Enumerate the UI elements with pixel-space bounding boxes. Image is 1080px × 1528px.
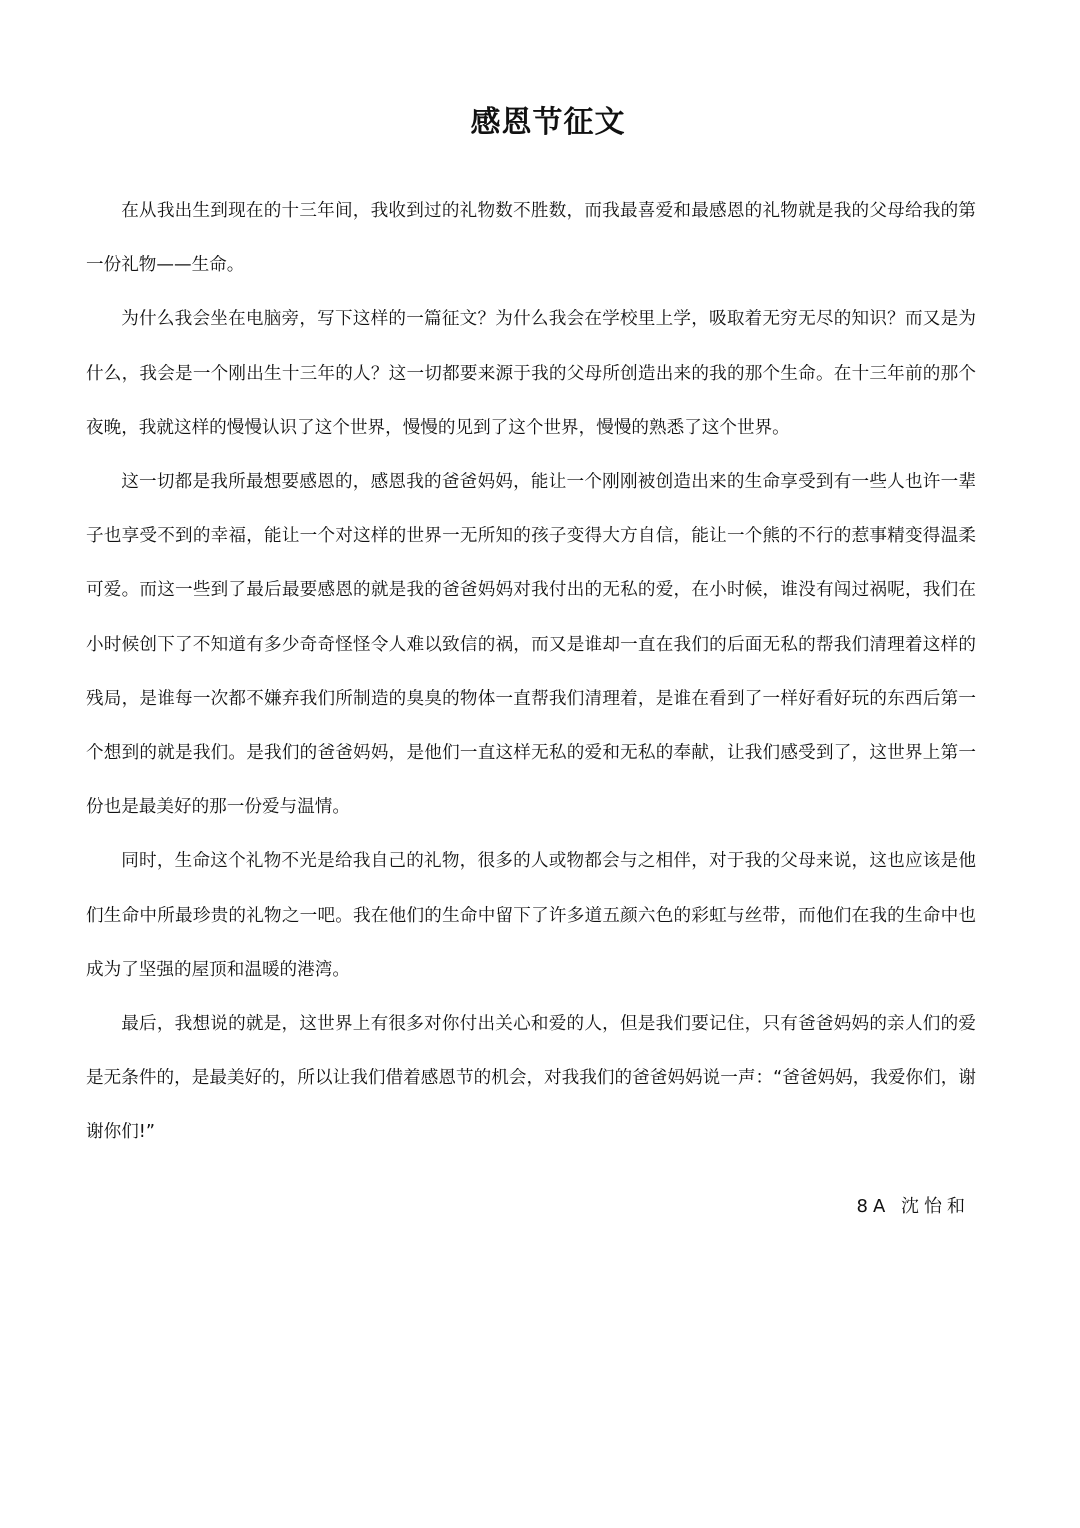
essay-title: 感恩节征文 [470, 105, 626, 141]
paragraph-1: 在从我出生到现在的十三年间，我收到过的礼物数不胜数，而我最喜爱和最感恩的礼物就是我的父母给我的第一份礼物——生命。 [86, 201, 976, 276]
paragraph-3: 这一切都是我所最想要感恩的，感恩我的爸爸妈妈，能让一个刚刚被创造出来的生命享受到有一些人也许一辈子也享受不到的幸福，能让一个对这样的世界一无所知的孩子变得大方自信，能让一个熊的不行的惹事精变得温柔可爱。而这一些到了最后最要感恩的就是我的爸爸妈妈对我付出的无私的爱，在小时候，谁没有闯过祸呢，我们在小时候创下了不知道有多少奇奇怪怪令人难以致信的祸，而又是谁却一直在我们的后面无私的帮我们清理着这样的残局，是谁每一次都不嫌弃我们所制造的臭臭的物体一直帮我们清理着，是谁在看到了一样好看好玩的东西后第一个想到的就是我们。是我们的爸爸妈妈，是他们一直这样无私的爱和无私的奉献，让我们感受到了，这世界上第一份也是最美好的那一份爱与温情。 [86, 472, 976, 818]
paragraph-2: 为什么我会坐在电脑旁，写下这样的一篇征文？为什么我会在学校里上学，吸取着无穷无尽的知识？而又是为什么，我会是一个刚出生十三年的人？这一切都要来源于我的父母所创造出来的我的那个生命。在十三年前的那个夜晚，我就这样的慢慢认识了这个世界，慢慢的见到了这个世界，慢慢的熟悉了这个世界。 [86, 309, 976, 438]
paragraph-4: 同时，生命这个礼物不光是给我自己的礼物，很多的人或物都会与之相伴，对于我的父母来说，这也应该是他们生命中所最珍贵的礼物之一吧。我在他们的生命中留下了许多道五颜六色的彩虹与丝带，而他们在我的生命中也成为了坚强的屋顶和温暖的港湾。 [86, 851, 976, 980]
author-signature: 8A 沈怡和 [856, 1196, 970, 1217]
essay-body [86, 184, 976, 1160]
paragraph-5: 最后，我想说的就是，这世界上有很多对你付出关心和爱的人，但是我们要记住，只有爸爸妈妈的亲人们的爱是无条件的，是最美好的，所以让我们借着感恩节的机会，对我我们的爸爸妈妈说一声：“爸爸妈妈，我爱你们，谢谢你们!” [86, 1014, 976, 1143]
